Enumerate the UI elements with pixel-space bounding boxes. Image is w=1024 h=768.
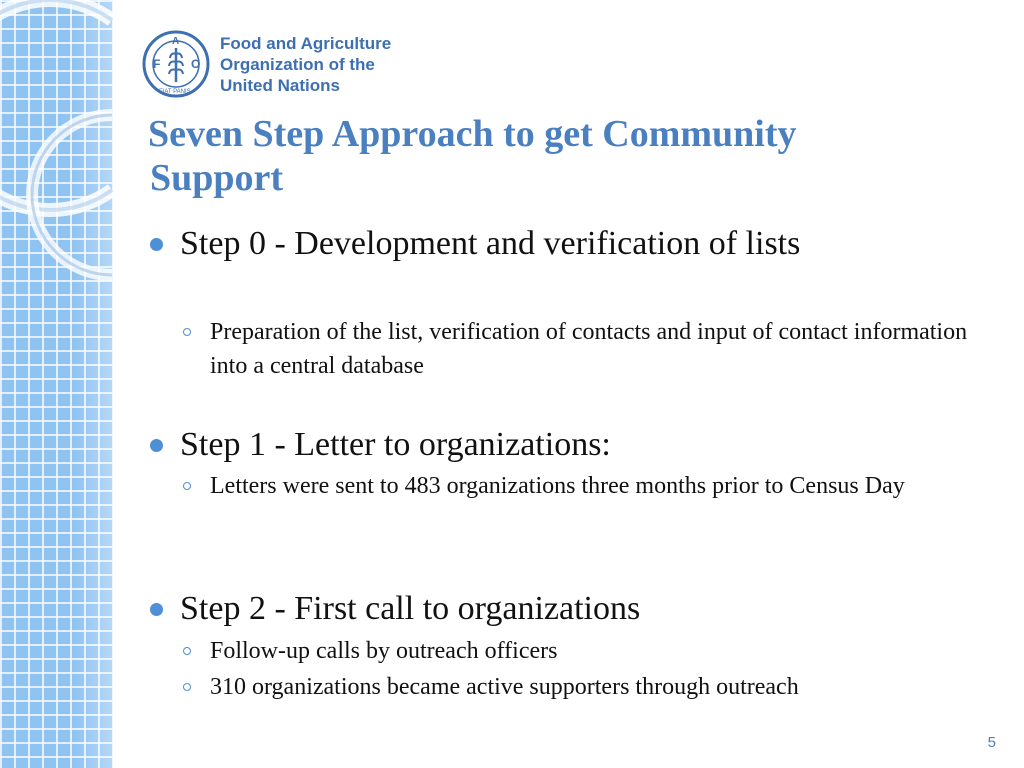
step-2-sub-text-1: Follow-up calls by outreach officers xyxy=(210,638,558,664)
bullet-ring-icon xyxy=(183,683,191,691)
logo-wordmark xyxy=(220,33,391,96)
emblem-letter-f: F xyxy=(153,57,161,71)
title-line-2: Support xyxy=(150,157,284,199)
step-2-bullet xyxy=(150,589,640,629)
fao-emblem-icon xyxy=(142,30,210,98)
bullet-ring-icon xyxy=(183,647,191,655)
bullet-ring-icon xyxy=(183,328,191,336)
step-2-sub-bullet-1 xyxy=(183,634,983,668)
page-number: 5 xyxy=(987,734,996,751)
logo-line-2: Organization of the xyxy=(220,54,375,74)
step-2-sub-text-2: 310 organizations became active supporters through outreach xyxy=(210,674,799,700)
bullet-dot-icon xyxy=(150,439,163,452)
emblem-motto: FIAT PANIS xyxy=(159,89,191,95)
fao-logo xyxy=(142,30,391,98)
step-2-heading: Step 2 - First call to organizations xyxy=(180,590,641,627)
logo-line-1: Food and Agriculture xyxy=(220,33,392,53)
step-2-sub-bullet-2 xyxy=(183,670,983,704)
bullet-dot-icon xyxy=(150,238,163,251)
bullet-dot-icon xyxy=(150,603,163,616)
step-1-sub-text-1: Letters were sent to 483 organizations three months prior to Census Day xyxy=(210,473,905,499)
step-0-bullet xyxy=(150,224,800,264)
step-0-heading: Step 0 - Development and verification of lists xyxy=(180,225,801,262)
step-1-sub-bullet-1 xyxy=(183,469,983,503)
step-0-sub-bullet-1 xyxy=(183,315,983,383)
emblem-letter-o: O xyxy=(191,57,201,71)
step-1-heading: Step 1 - Letter to organizations: xyxy=(180,426,611,463)
step-1-bullet xyxy=(150,425,611,465)
step-0-sub-text-1: Preparation of the list, verification of contacts and input of contact information into a central database xyxy=(210,319,968,379)
logo-line-3: United Nations xyxy=(220,75,340,95)
slide-title xyxy=(148,112,968,200)
emblem-letter-a: A xyxy=(172,36,180,47)
title-line-1: Seven Step Approach to get Community xyxy=(148,113,797,155)
bullet-ring-icon xyxy=(183,482,191,490)
